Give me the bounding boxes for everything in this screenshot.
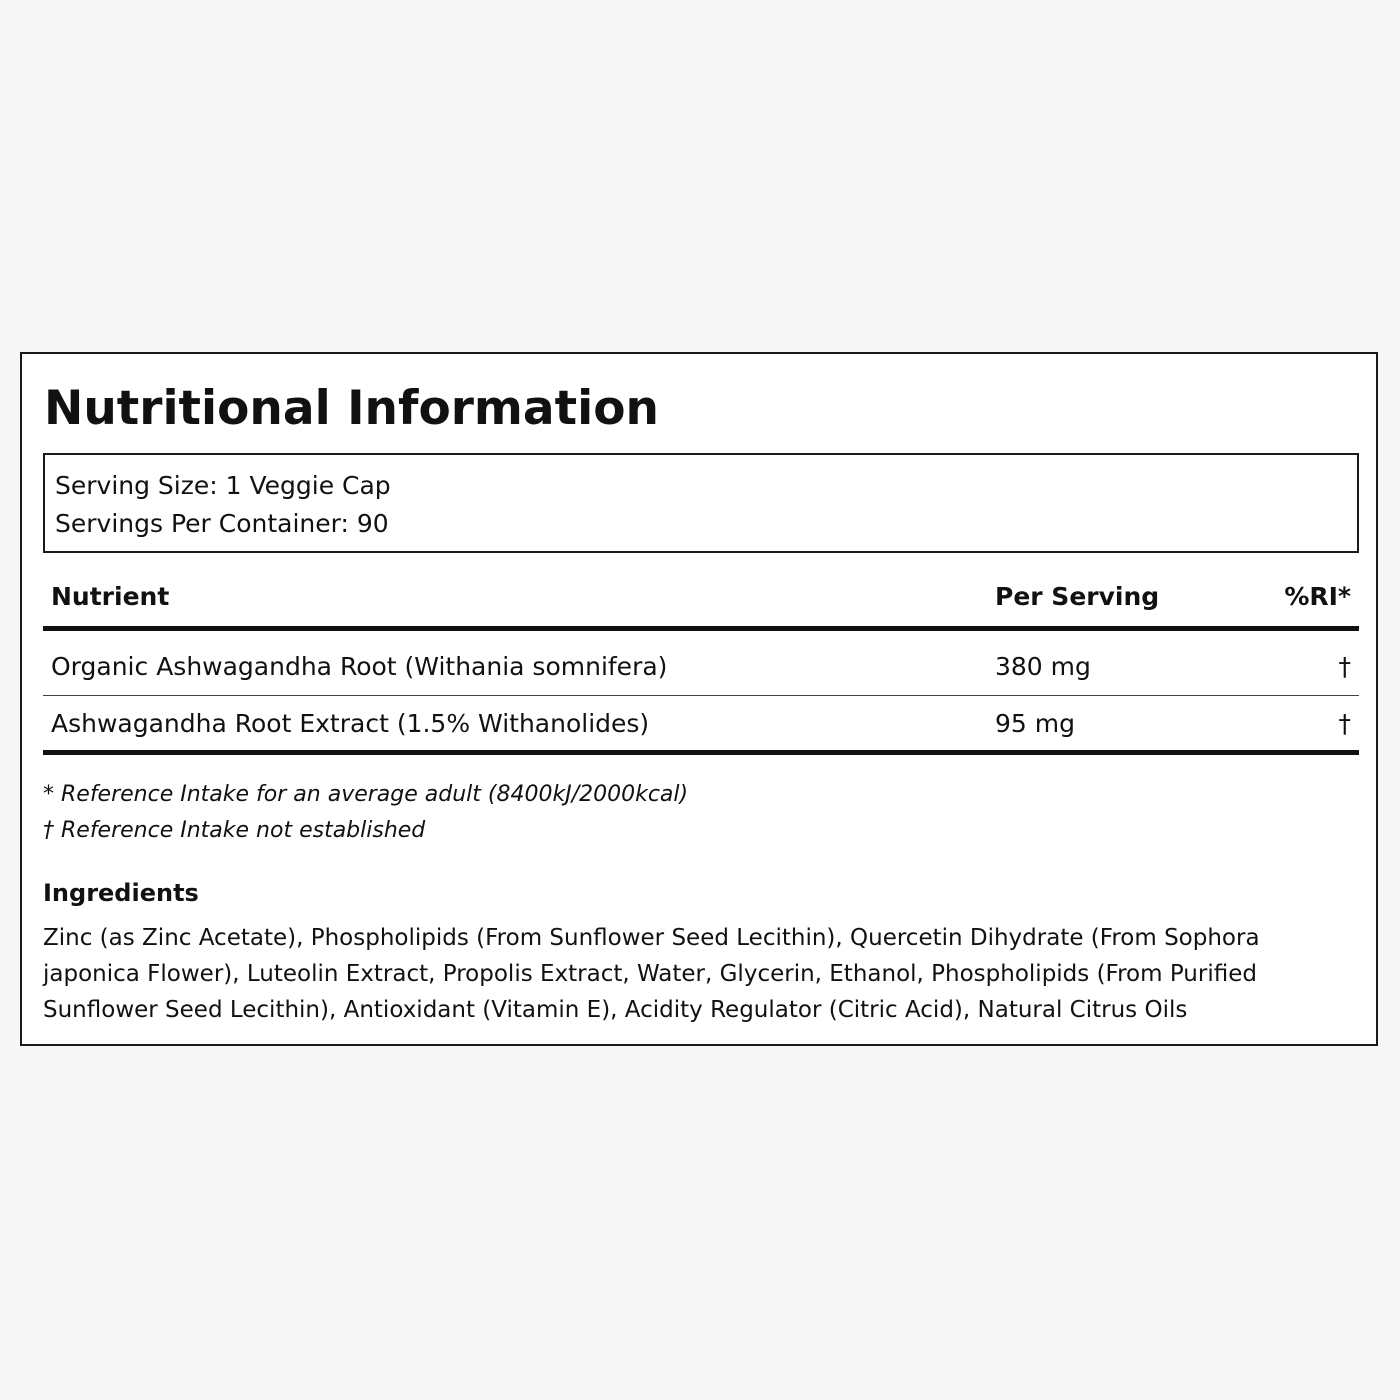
table-row xyxy=(43,696,1359,750)
nutrient-table xyxy=(43,568,1359,755)
column-header-nutrient: Nutrient xyxy=(51,582,170,611)
table-row xyxy=(43,631,1359,695)
page-title: Nutritional Information xyxy=(44,381,659,436)
footnotes xyxy=(43,777,688,849)
serving-info-box xyxy=(43,453,1359,553)
footnote-not-established: † Reference Intake not established xyxy=(43,818,426,843)
servings-per-container: Servings Per Container: 90 xyxy=(55,509,389,538)
nutrient-name: Organic Ashwagandha Root (Withania somnifera) xyxy=(51,652,668,681)
footnote-reference-intake: * Reference Intake for an average adult (8400kJ/2000kcal) xyxy=(43,782,689,807)
ingredients-list: Zinc (as Zinc Acetate), Phospholipids (From Sunflower Seed Lecithin), Quercetin Dihydrate (From Sophora japonica Flower), Luteolin Extract, Propolis Extract, Water, Glycerin, Ethanol, Phospholipids (From Purified Sunflower Seed Lecithin), Antioxidant (Vitamin E), Acidity Regulator (Citric Acid), Natural Citrus Oils xyxy=(43,925,1260,1023)
ingredients-heading: Ingredients xyxy=(43,879,199,907)
nutrient-ri: † xyxy=(1338,709,1351,738)
nutrient-name: Ashwagandha Root Extract (1.5% Withanolides) xyxy=(51,709,650,738)
nutrition-panel xyxy=(20,352,1378,1046)
nutrient-ri: † xyxy=(1338,652,1351,681)
table-header-row xyxy=(43,568,1359,626)
nutrient-amount: 380 mg xyxy=(995,652,1091,681)
column-header-ri: %RI* xyxy=(1284,582,1351,611)
serving-size: Serving Size: 1 Veggie Cap xyxy=(55,471,391,500)
column-header-per-serving: Per Serving xyxy=(995,582,1160,611)
nutrient-amount: 95 mg xyxy=(995,709,1075,738)
